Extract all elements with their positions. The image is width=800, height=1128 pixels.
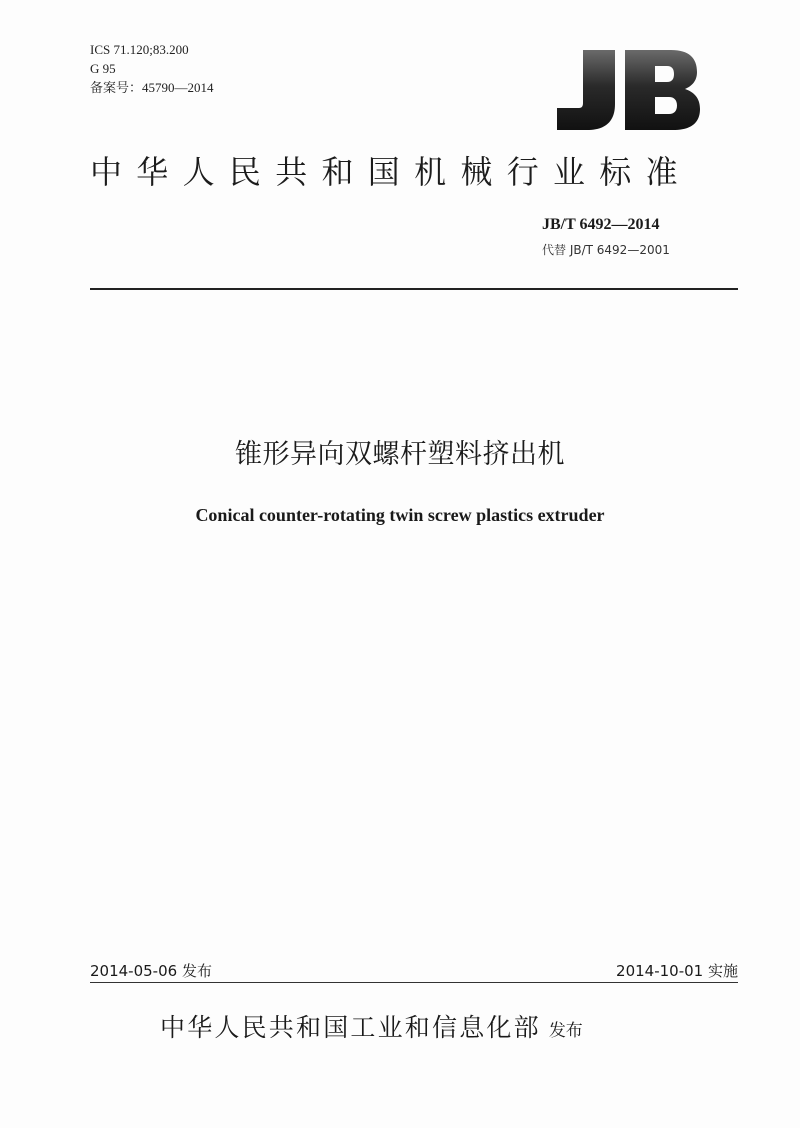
ics-code: ICS 71.120;83.200 (90, 42, 189, 57)
footer-divider (90, 982, 738, 983)
issuer-line (160, 1008, 583, 1044)
issuer-action: 发布 (548, 1021, 583, 1041)
record-number: 备案号：45790—2014 (90, 80, 214, 95)
standard-number (542, 216, 660, 234)
replaces-standard: 代替 JB/T 6492—2001 (542, 243, 670, 257)
header-divider (90, 288, 738, 290)
jb-logo (553, 46, 703, 132)
standard-number-text: JB/T 6492—2014 (542, 216, 660, 233)
jb-logo-graphic (553, 46, 703, 132)
document-title-en: Conical counter-rotating twin screw plastics extruder (195, 505, 605, 525)
document-title-cn: 锥形异向双螺杆塑料挤出机 (235, 439, 565, 470)
implementation-date: 2014-10-01 实施 (616, 962, 738, 980)
issuer-name: 中华人民共和国工业和信息化部 (160, 1013, 541, 1042)
issue-date: 2014-05-06 发布 (90, 962, 212, 980)
classification-block (90, 40, 214, 97)
ccs-code: G 95 (90, 61, 116, 76)
issuing-category-title: 中华人民共和国机械行业标准 (90, 153, 692, 191)
